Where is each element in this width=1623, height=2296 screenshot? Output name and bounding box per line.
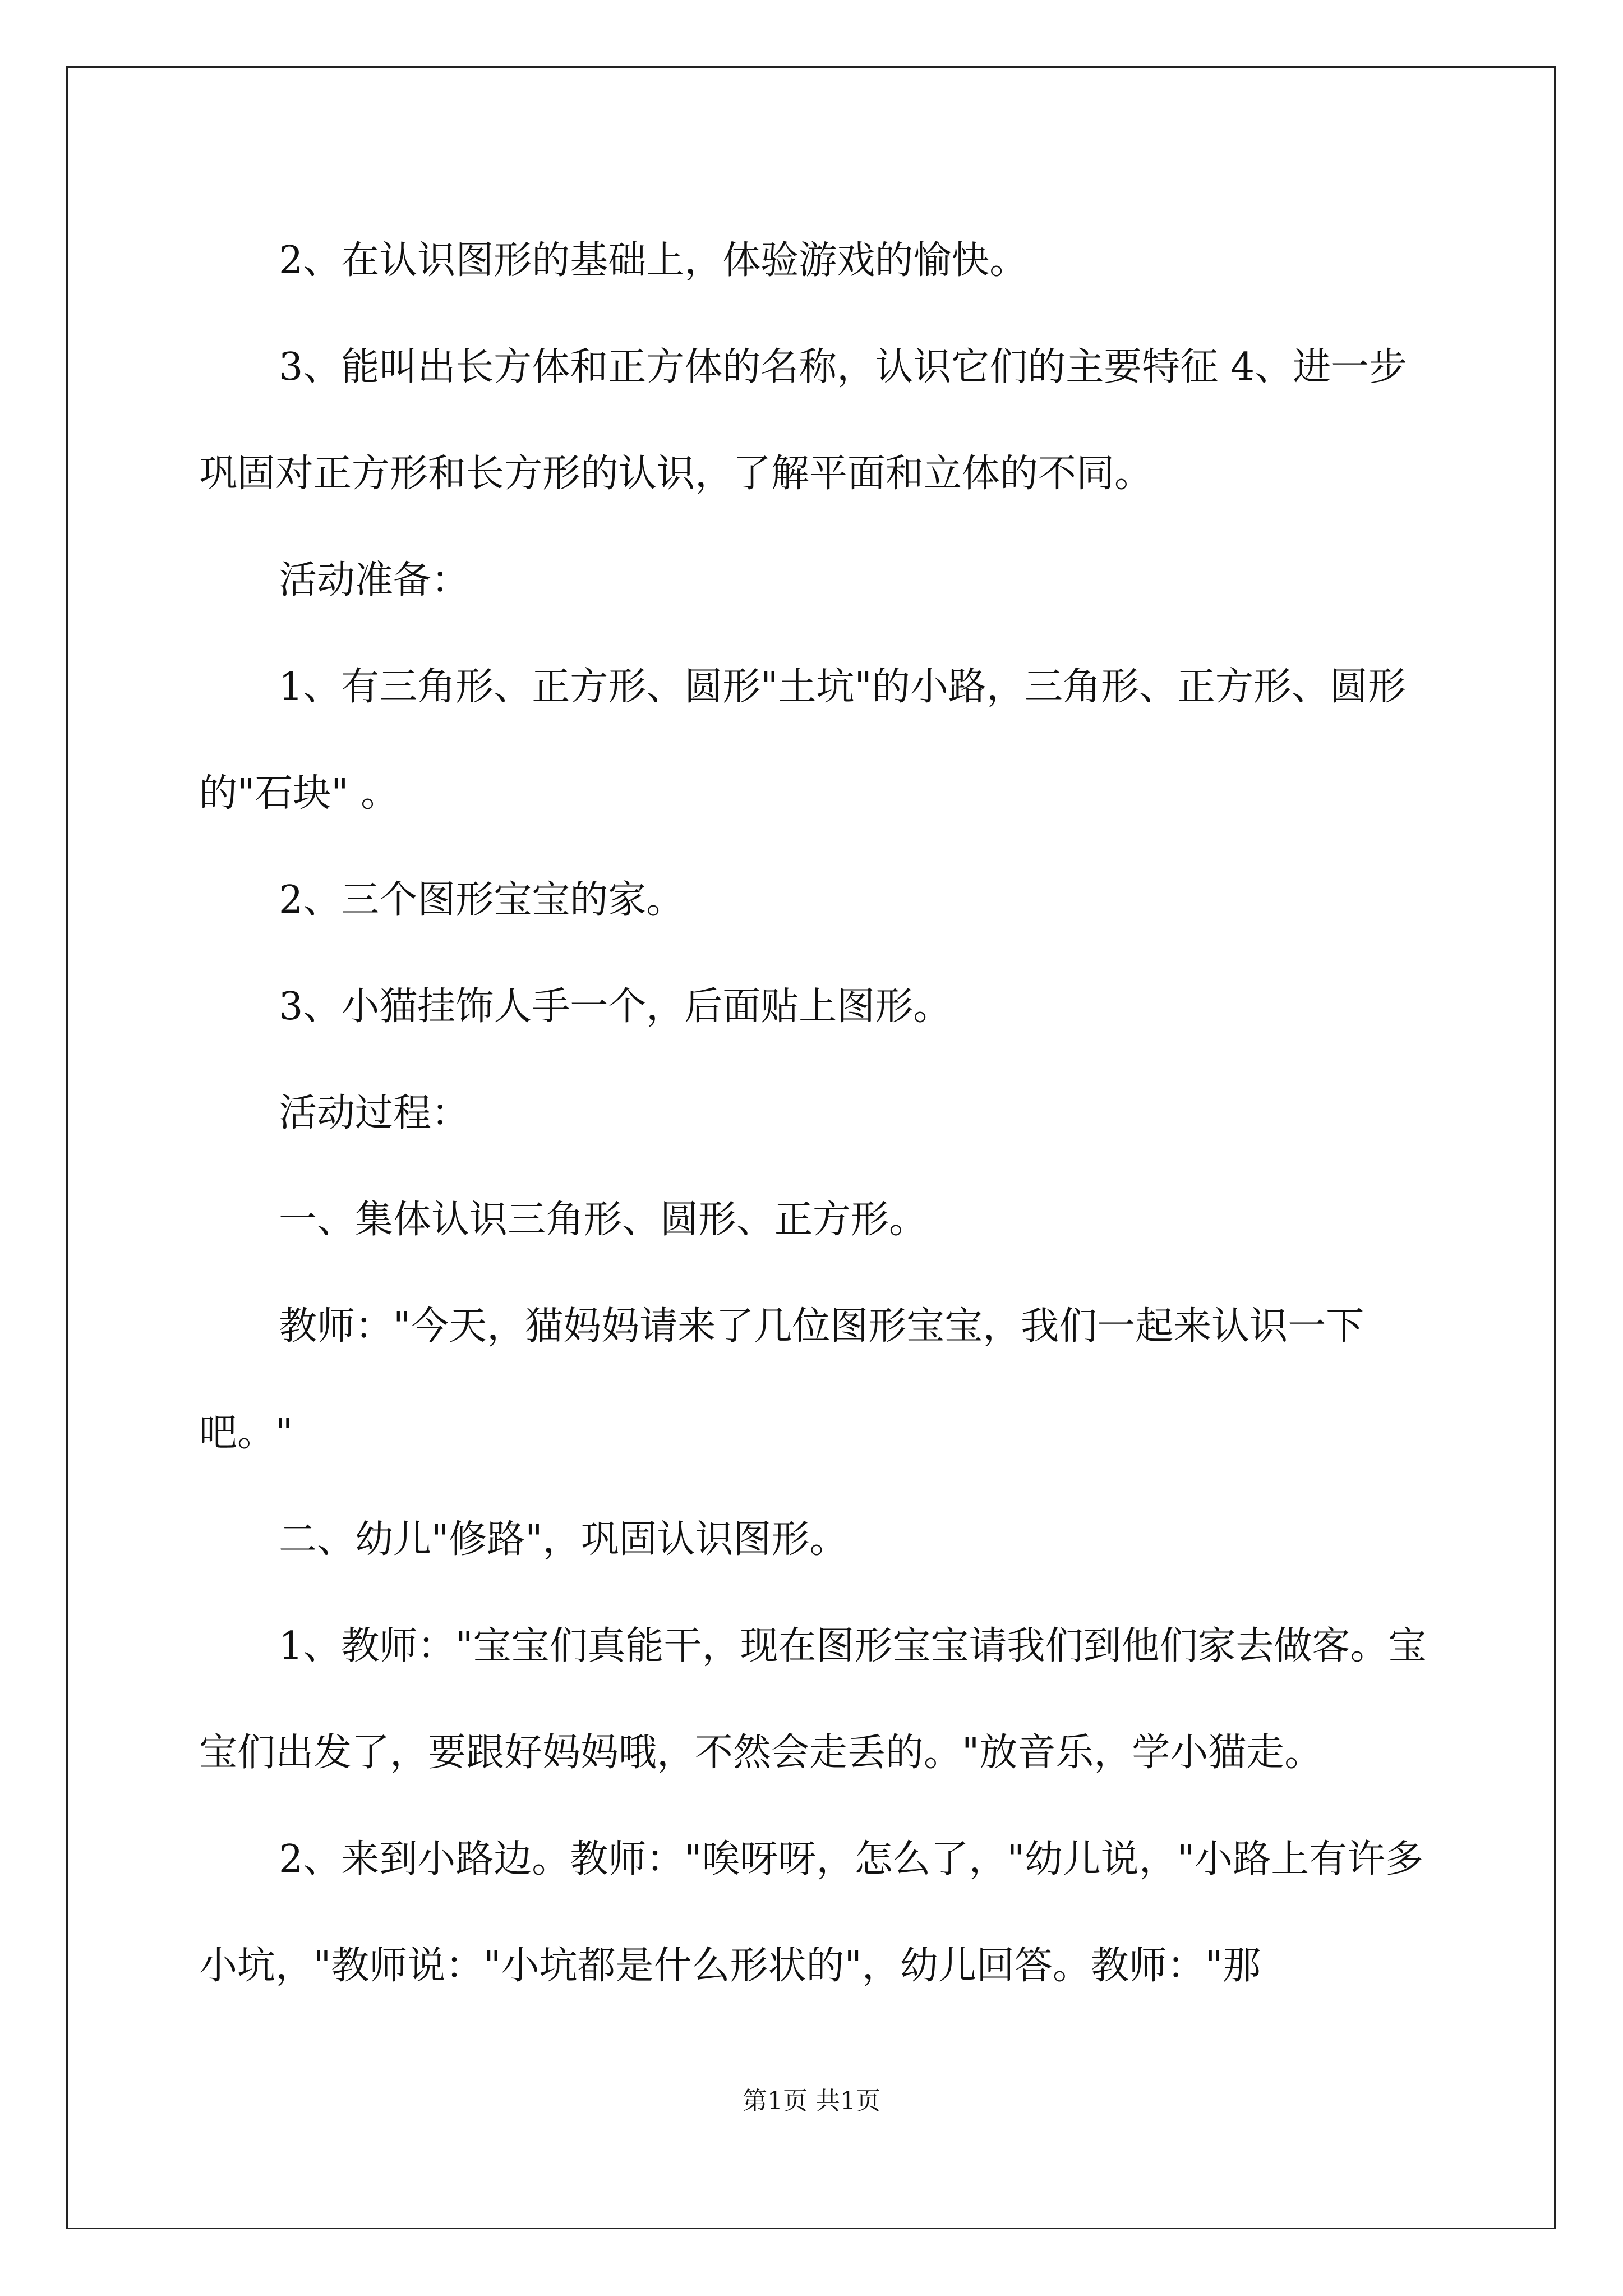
heading-activity-preparation: 活动准备：: [279, 558, 470, 602]
paragraph-prep-1: 1、有三角形、正方形、圆形"土坑"的小路，三角形、正方形、圆形的"石块" 。: [199, 665, 1406, 816]
paragraph-step-2-2: 2、来到小路边。教师："唉呀呀，怎么了，"幼儿说，"小路上有许多小坑，"教师说："小坑都是什么形状的"，幼儿回答。教师："那: [199, 1837, 1424, 1988]
paragraph-goal-3: 3、能叫出长方体和正方体的名称，认识它们的主要特征 4、进一步巩固对正方形和长方形的认识，了解平面和立体的不同。: [199, 345, 1408, 496]
paragraph-step-1: 一、集体认识三角形、圆形、正方形。: [279, 1198, 928, 1242]
page-number-footer: 第1页 共1页: [743, 2087, 880, 2115]
document-body: [199, 208, 1436, 2019]
paragraph-step-2: 二、幼儿"修路"，巩固认识图形。: [279, 1517, 848, 1562]
heading-activity-process: 活动过程：: [279, 1091, 470, 1135]
paragraph-prep-2: 2、三个图形宝宝的家。: [279, 878, 685, 922]
paragraph-teacher-intro: 教师："今天，猫妈妈请来了几位图形宝宝，我们一起来认识一下吧。": [199, 1304, 1364, 1455]
paragraph-prep-3: 3、小猫挂饰人手一个，后面贴上图形。: [279, 984, 952, 1029]
paragraph-step-2-1: 1、教师："宝宝们真能干，现在图形宝宝请我们到他们家去做客。宝宝们出发了，要跟好妈妈哦，不然会走丢的。"放音乐，学小猫走。: [199, 1624, 1427, 1775]
paragraph-goal-2: 2、在认识图形的基础上，体验游戏的愉快。: [279, 238, 1028, 283]
